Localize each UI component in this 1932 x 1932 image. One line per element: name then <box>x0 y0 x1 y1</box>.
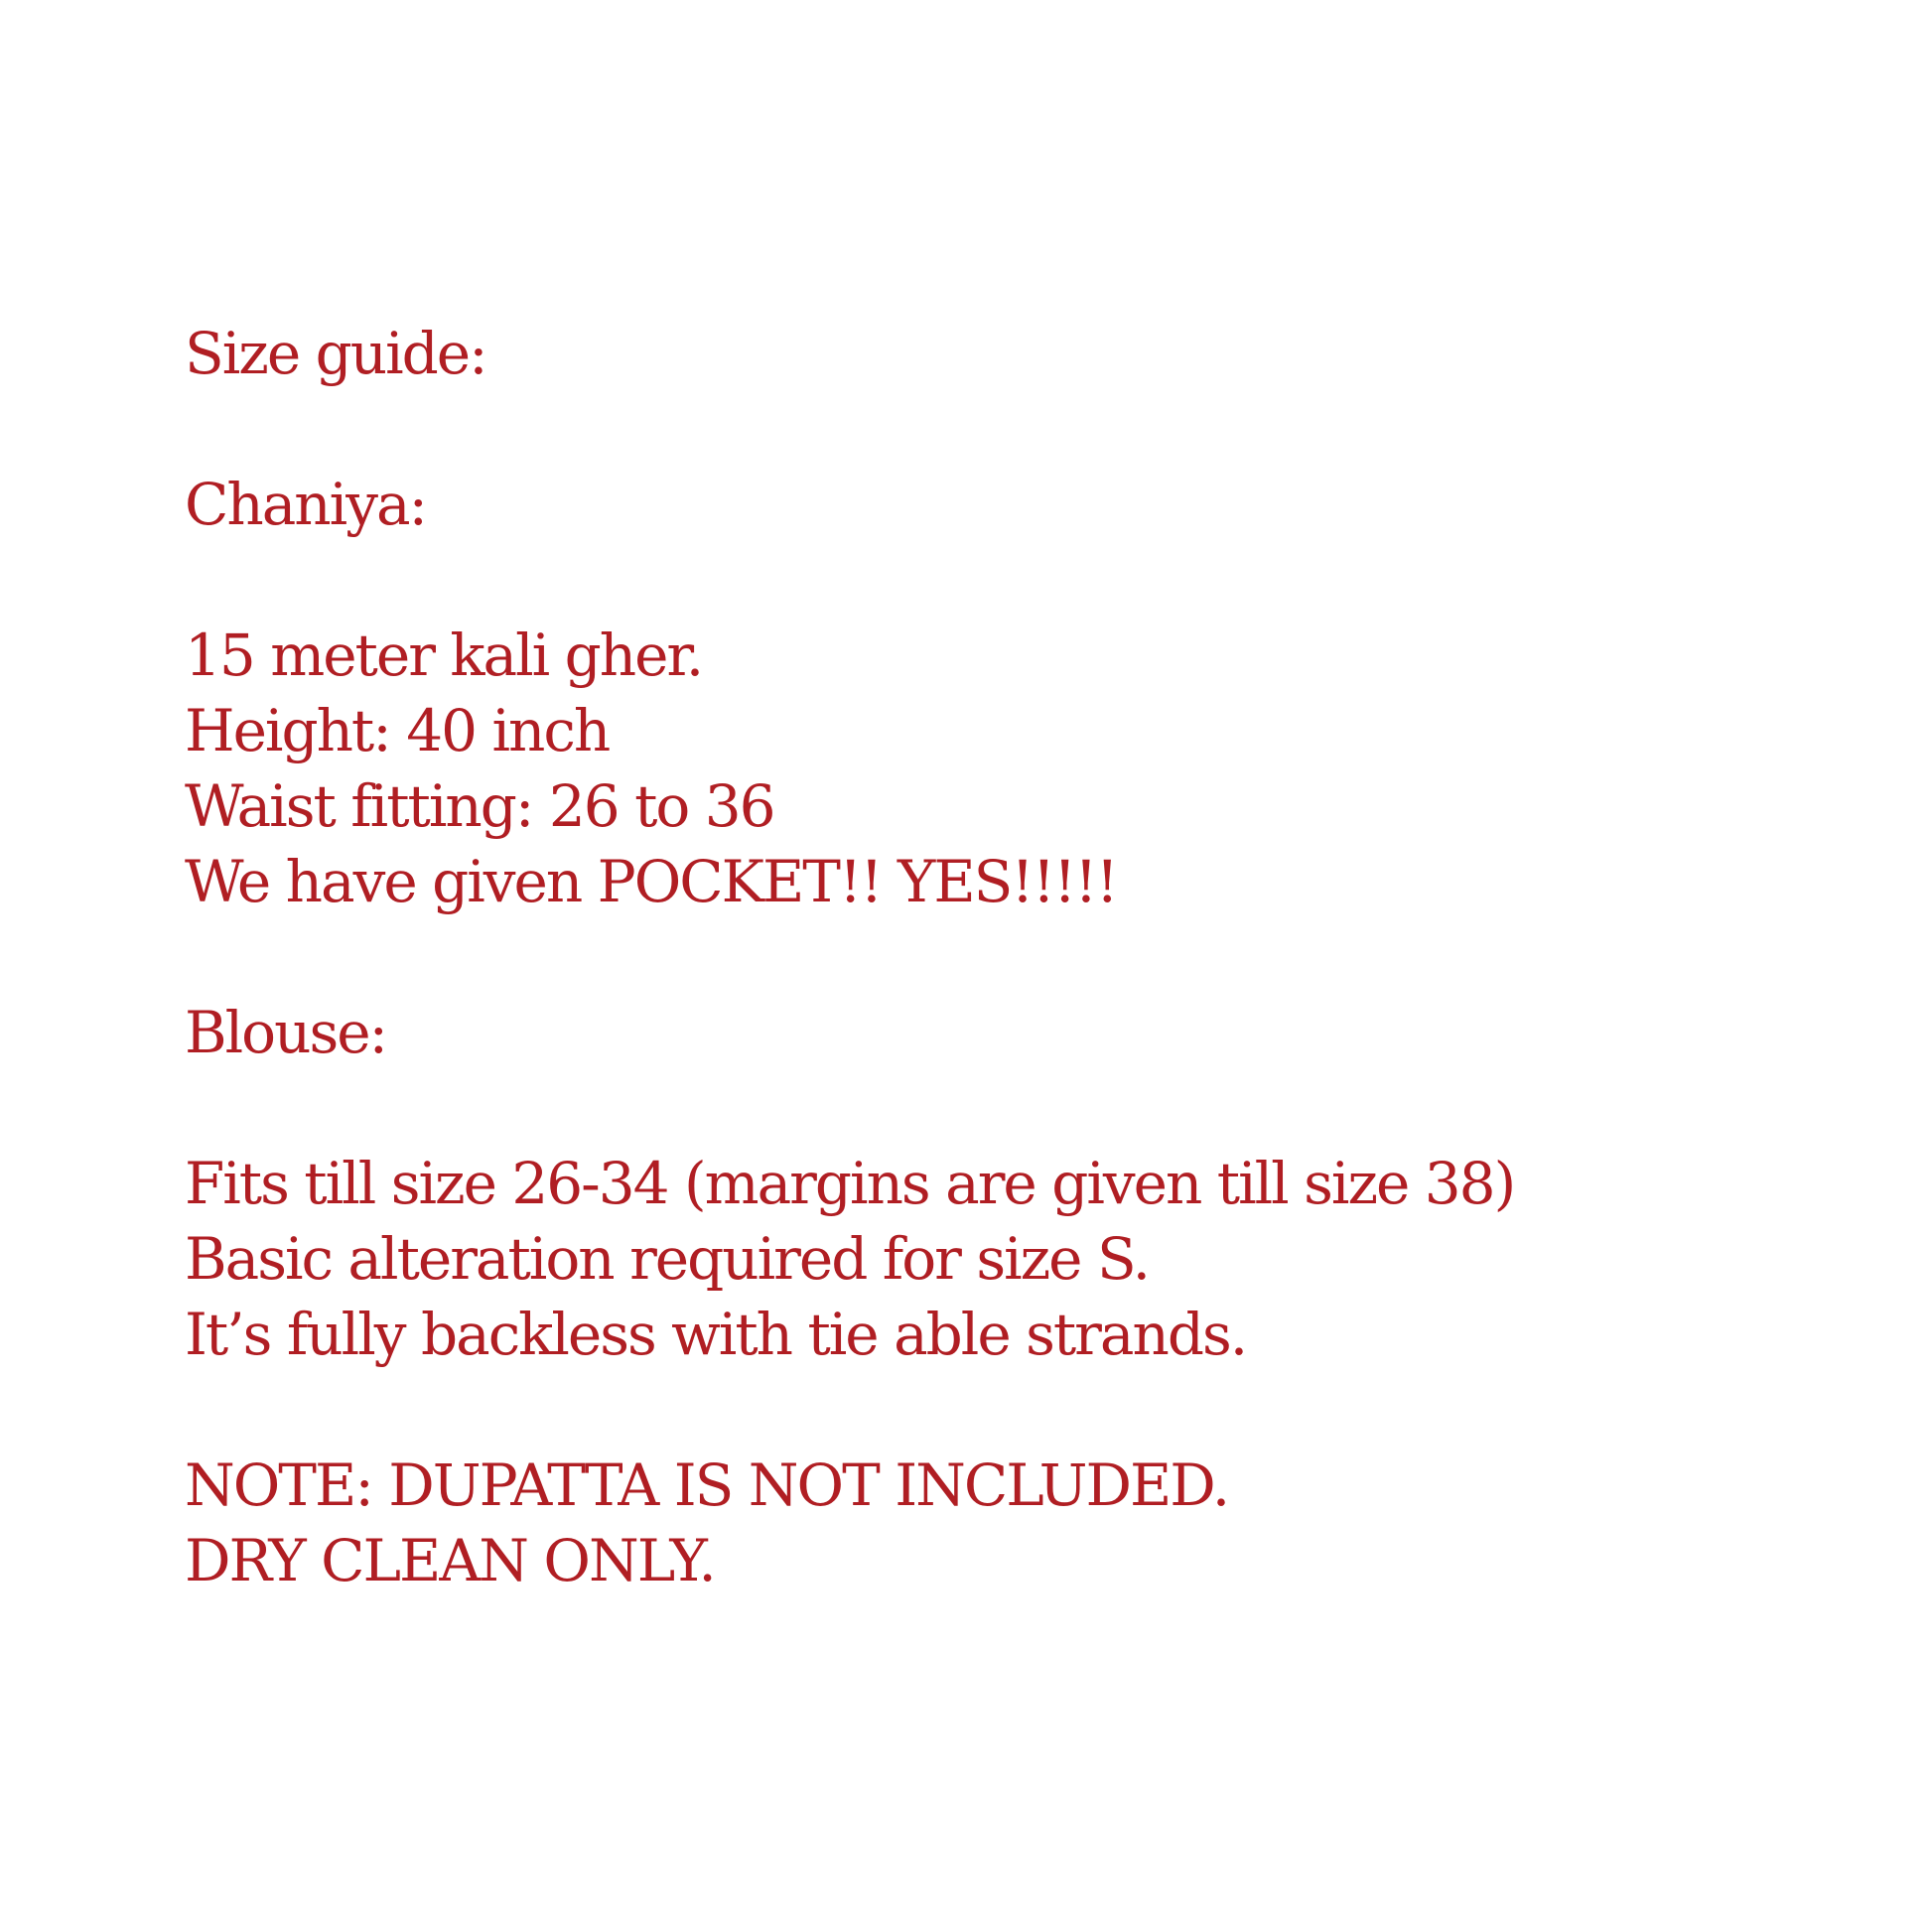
blouse-line: Fits till size 26-34 (margins are given till size 38) <box>185 1150 1515 1217</box>
note-line: DRY CLEAN ONLY. <box>185 1527 715 1594</box>
blouse-line: Basic alteration required for size S. <box>185 1225 1150 1293</box>
spacer <box>185 542 1872 618</box>
chaniya-title: Chaniya: <box>185 471 427 538</box>
note-line: NOTE: DUPATTA IS NOT INCLUDED. <box>185 1451 1229 1519</box>
spacer <box>185 919 1872 995</box>
spacer <box>185 391 1872 467</box>
spacer <box>185 1372 1872 1448</box>
spacer <box>185 1070 1872 1146</box>
chaniya-line: 15 meter kali gher. <box>185 621 703 689</box>
size-guide-text <box>185 316 1872 1598</box>
size-guide-heading: Size guide: <box>185 320 486 387</box>
chaniya-line: We have given POCKET!! YES!!!!! <box>185 848 1117 915</box>
chaniya-line: Height: 40 inch <box>185 697 610 764</box>
chaniya-line: Waist fitting: 26 to 36 <box>185 772 774 840</box>
blouse-line: It’s fully backless with tie able strands. <box>185 1301 1247 1368</box>
blouse-title: Blouse: <box>185 999 387 1066</box>
